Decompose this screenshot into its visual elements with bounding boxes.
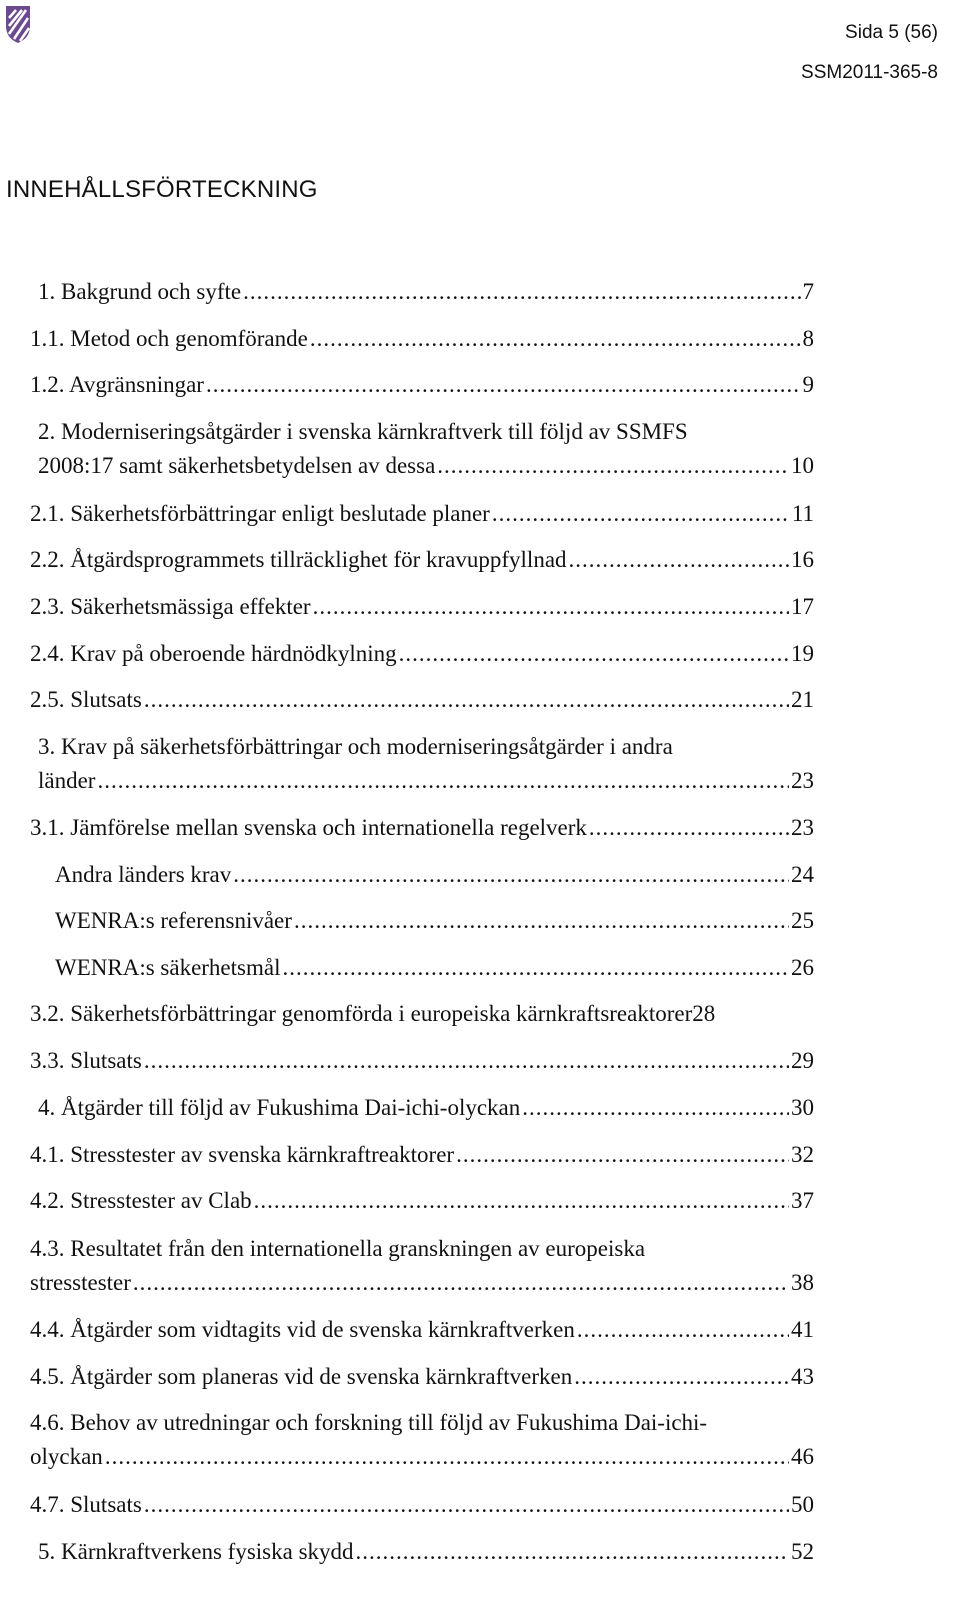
toc-entry-title: Andra länders krav xyxy=(55,862,232,887)
toc-page-number: 52 xyxy=(791,1539,814,1564)
toc-entry[interactable] xyxy=(30,811,814,845)
toc-entry[interactable] xyxy=(30,322,814,356)
toc-page-number: 50 xyxy=(791,1492,814,1517)
toc-entry-title: 4.5. Åtgärder som planeras vid de svenska kärnkraftverken xyxy=(30,1364,573,1389)
toc-page-number: 41 xyxy=(791,1317,814,1342)
toc-entry-title: 2.5. Slutsats xyxy=(30,687,142,712)
toc-dot-leader xyxy=(589,811,789,845)
ssm-logo-icon xyxy=(4,4,32,44)
toc-page-number: 10 xyxy=(791,453,814,478)
toc-dot-leader xyxy=(144,1044,789,1078)
toc-page-number: 17 xyxy=(791,594,814,619)
toc-page-number: 16 xyxy=(791,547,814,572)
toc-entry-title: WENRA:s säkerhetsmål xyxy=(55,955,281,980)
toc-page-number: 28 xyxy=(692,1001,716,1026)
toc-dot-leader xyxy=(522,1091,789,1125)
toc-entry-title: 3.1. Jämförelse mellan svenska och internationella regelverk xyxy=(30,815,587,840)
toc-page-number: 38 xyxy=(791,1270,814,1295)
toc-page-number: 43 xyxy=(791,1364,814,1389)
toc-entry-title: 4.1. Stresstester av svenska kärnkraftreaktorer xyxy=(30,1142,455,1167)
toc-entry[interactable] xyxy=(30,368,814,402)
toc-entry-title: 4.4. Åtgärder som vidtagits vid de svenska kärnkraftverken xyxy=(30,1317,575,1342)
toc-page-number: 11 xyxy=(791,501,814,526)
toc-entry-title: 5. Kärnkraftverkens fysiska skydd xyxy=(38,1539,354,1564)
toc-dot-leader xyxy=(254,1184,789,1218)
toc-dot-leader xyxy=(294,904,789,938)
toc-dot-leader xyxy=(282,951,789,985)
toc-entry-title: WENRA:s referensnivåer xyxy=(55,908,292,933)
toc-entry[interactable] xyxy=(38,1091,814,1125)
toc-entry-title-line: 3. Krav på säkerhetsförbättringar och moderniseringsåtgärder i andra xyxy=(38,734,673,759)
toc-dot-leader xyxy=(569,543,789,577)
toc-dot-leader xyxy=(313,590,789,624)
toc-entry-title-line: 4.3. Resultatet från den internationella granskningen av europeiska xyxy=(30,1236,646,1261)
toc-dot-leader xyxy=(437,449,789,483)
toc-page-number: 46 xyxy=(791,1444,814,1469)
toc-entry-title: stresstester xyxy=(30,1270,131,1295)
toc-dot-leader xyxy=(144,1488,789,1522)
toc-entry[interactable] xyxy=(30,1360,814,1394)
toc-entry-title: 2.2. Åtgärdsprogrammets tillräcklighet för kravuppfyllnad xyxy=(30,547,567,572)
toc-entry[interactable] xyxy=(30,543,814,577)
toc-page-number: 29 xyxy=(791,1048,814,1073)
document-id: SSM2011-365-8 xyxy=(801,62,938,83)
toc-page-number: 32 xyxy=(791,1142,814,1167)
toc-page-number: 9 xyxy=(802,372,814,397)
toc-entry-title: 3.2. Säkerhetsförbättringar genomförda i europeiska kärnkraftsreaktorer xyxy=(30,1001,693,1026)
toc-page-number: 8 xyxy=(802,326,814,351)
toc-entry-title-line: 4.6. Behov av utredningar och forskning till följd av Fukushima Dai-ichi- xyxy=(30,1410,708,1435)
toc-dot-leader xyxy=(577,1313,789,1347)
toc-entry[interactable] xyxy=(30,590,814,624)
toc-page-number: 19 xyxy=(791,641,814,666)
toc-page-number: 23 xyxy=(791,815,814,840)
toc-entry-title: 2.4. Krav på oberoende härdnödkylning xyxy=(30,641,397,666)
toc-entry-title: 2.1. Säkerhetsförbättringar enligt beslutade planer xyxy=(30,501,490,526)
toc-dot-leader xyxy=(206,368,801,402)
page-number: Sida 5 (56) xyxy=(845,22,938,43)
toc-page-number: 24 xyxy=(791,862,814,887)
toc-dot-leader xyxy=(233,858,789,892)
toc-entry-title: 4.7. Slutsats xyxy=(30,1492,142,1517)
toc-dot-leader xyxy=(105,1440,789,1474)
toc-dot-leader xyxy=(492,497,790,531)
toc-entry-title: 1.2. Avgränsningar xyxy=(30,372,204,397)
toc-entry[interactable] xyxy=(30,1044,814,1078)
toc-entry-title: 1. Bakgrund och syfte xyxy=(38,279,242,304)
toc-heading: INNEHÅLLSFÖRTECKNING xyxy=(6,176,318,203)
toc-dot-leader xyxy=(574,1360,789,1394)
toc-entry-title: länder xyxy=(38,768,96,793)
toc-entry[interactable] xyxy=(30,1138,814,1172)
toc-entry[interactable] xyxy=(30,1406,814,1474)
toc-entry[interactable] xyxy=(38,415,814,483)
toc-entry-title: 3.3. Slutsats xyxy=(30,1048,142,1073)
toc-dot-leader xyxy=(356,1535,789,1569)
toc-dot-leader xyxy=(456,1138,789,1172)
toc-entry[interactable] xyxy=(30,1313,814,1347)
toc-dot-leader xyxy=(243,275,800,309)
toc-entry[interactable] xyxy=(30,1184,814,1218)
toc-page-number: 21 xyxy=(791,687,814,712)
toc-dot-leader xyxy=(133,1266,789,1300)
toc-entry-title: 2008:17 samt säkerhetsbetydelsen av dessa xyxy=(38,453,436,478)
toc-entry[interactable] xyxy=(30,1232,814,1300)
toc-entry-title: 1.1. Metod och genomförande xyxy=(30,326,308,351)
toc-page-number: 26 xyxy=(791,955,814,980)
toc-dot-leader xyxy=(310,322,801,356)
toc-page-number: 30 xyxy=(791,1095,814,1120)
toc-dot-leader xyxy=(144,683,789,717)
toc-entry[interactable] xyxy=(30,1488,814,1522)
toc-entry-title: 4.2. Stresstester av Clab xyxy=(30,1188,252,1213)
toc-entry[interactable] xyxy=(55,904,814,938)
toc-entry[interactable] xyxy=(38,275,814,309)
toc-entry[interactable] xyxy=(30,997,814,1031)
toc-entry[interactable] xyxy=(38,730,814,798)
toc-entry[interactable] xyxy=(38,1535,814,1569)
toc-entry-title-line: 2. Moderniseringsåtgärder i svenska kärnkraftverk till följd av SSMFS xyxy=(38,419,688,444)
toc-entry[interactable] xyxy=(30,683,814,717)
toc-entry[interactable] xyxy=(30,497,814,531)
toc-entry[interactable] xyxy=(55,858,814,892)
toc-page-number: 7 xyxy=(802,279,814,304)
toc-entry-title: 4. Åtgärder till följd av Fukushima Dai-ichi-olyckan xyxy=(38,1095,521,1120)
toc-dot-leader xyxy=(97,764,789,798)
toc-page-number: 25 xyxy=(791,908,814,933)
toc-dot-leader xyxy=(399,637,789,671)
toc-entry[interactable] xyxy=(55,951,814,985)
toc-page-number: 37 xyxy=(791,1188,814,1213)
toc-entry-title: 2.3. Säkerhetsmässiga effekter xyxy=(30,594,311,619)
toc-entry-title: olyckan xyxy=(30,1444,103,1469)
toc-entry[interactable] xyxy=(30,637,814,671)
toc-page-number: 23 xyxy=(791,768,814,793)
